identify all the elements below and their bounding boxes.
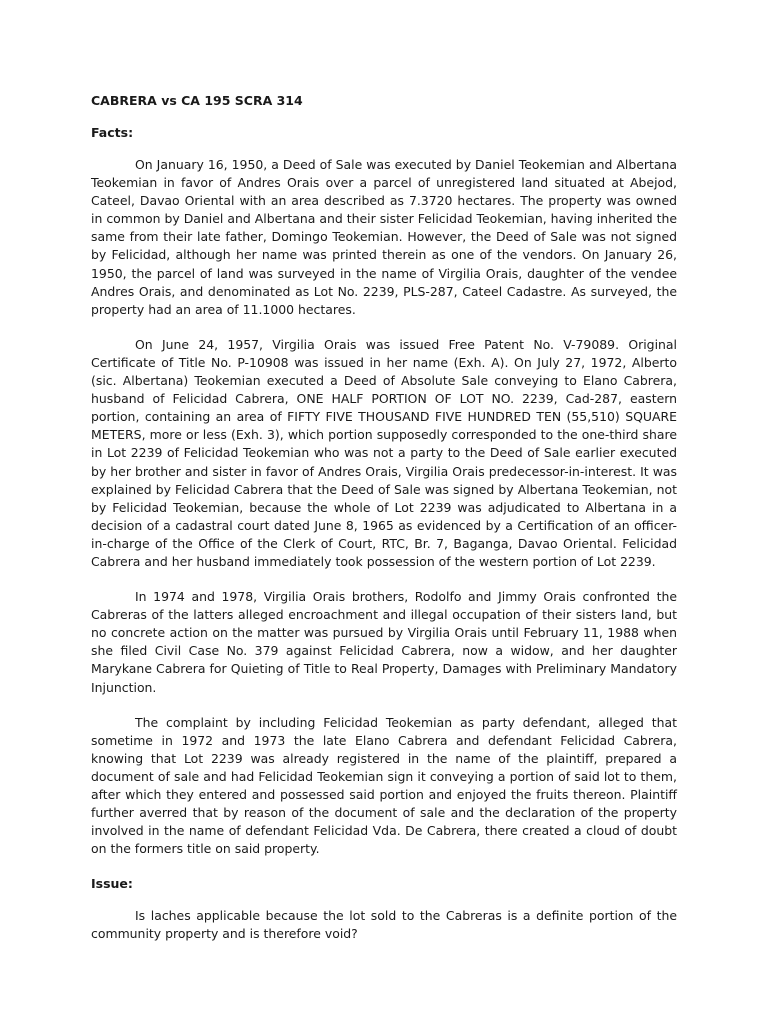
facts-heading: Facts: bbox=[91, 125, 134, 140]
issue-heading: Issue: bbox=[91, 876, 133, 892]
issue-paragraph: Is laches applicable because the lot sold to the Cabreras is a definite portion of the community property and is therefore void? bbox=[91, 908, 677, 942]
facts-paragraph-2: On June 24, 1957, Virgilia Orais was issued Free Patent No. V-79089. Original Certificate of Title No. P-10908 was issued in her name (Exh. A). On July 27, 1972, Alberto (sic. Albertana) Teokemian executed a Deed of Absolute Sale conveying to Elano Cabrera, husband of Felicidad Cabrera, ONE HALF PORTION OF LOT NO. 2239, Cad-287, eastern portion, containing an area of FIFTY FIVE THOUSAND FIVE HUNDRED TEN (55,510) SQUARE METERS, more or less (Exh. 3), which portion supposedly corresponded to the one-third share in Lot 2239 of Felicidad Teokemian who was not a party to the Deed of Sale earlier executed by her brother and sister in favor of Andres Orais, Virgilia Orais predecessor-in-interest. It was explained by Felicidad Cabrera that the Deed of Sale was signed by Albertana Teokemian, not by Felicidad Teokemian, because the whole of Lot 2239 was adjudicated to Albertana in a decision of a cadastral court dated June 8, 1965 as evidenced by a Certification of an officer-in-charge of the Office of the Clerk of Court, RTC, Br. 7, Baganga, Davao Oriental. Felicidad Cabrera and her husband immediately took possession of the western portion of Lot 2239. bbox=[91, 336, 677, 569]
facts-paragraph-4: The complaint by including Felicidad Teokemian as party defendant, alleged that sometime in 1972 and 1973 the late Elano Cabrera and defendant Felicidad Cabrera, knowing that Lot 2239 was already registered in the name of the plaintiff, prepared a document of sale and had Felicidad Teokemian sign it conveying a portion of said lot to them, after which they entered and possessed said portion and enjoyed the fruits thereon. Plaintiff further averred that by reason of the document of sale and the declaration of the property involved in the name of defendant Felicidad Vda. De Cabrera, there created a cloud of doubt on the formers title on said property. bbox=[91, 714, 677, 857]
case-title: CABRERA vs CA 195 SCRA 314 bbox=[91, 93, 303, 108]
document-page bbox=[91, 92, 677, 944]
facts-paragraph-3: In 1974 and 1978, Virgilia Orais brothers, Rodolfo and Jimmy Orais confronted the Cabreras of the latters alleged encroachment and illegal occupation of their sisters land, but no concrete action on the matter was pursued by Virgilia Orais until February 11, 1988 when she filed Civil Case No. 379 against Felicidad Cabrera, now a widow, and her daughter Marykane Cabrera for Quieting of Title to Real Property, Damages with Preliminary Mandatory Injunction. bbox=[91, 589, 677, 695]
facts-paragraph-1: On January 16, 1950, a Deed of Sale was executed by Daniel Teokemian and Albertana Teokemian in favor of Andres Orais over a parcel of unregistered land situated at Abejod, Cateel, Davao Oriental with an area described as 7.3720 hectares. The property was owned in common by Daniel and Albertana and their sister Felicidad Teokemian, having inherited the same from their late father, Domingo Teokemian. However, the Deed of Sale was not signed by Felicidad, although her name was printed therein as one of the vendors. On January 26, 1950, the parcel of land was surveyed in the name of Virgilia Orais, daughter of the vendee Andres Orais, and denominated as Lot No. 2239, PLS-287, Cateel Cadastre. As surveyed, the property had an area of 11.1000 hectares. bbox=[91, 157, 677, 317]
